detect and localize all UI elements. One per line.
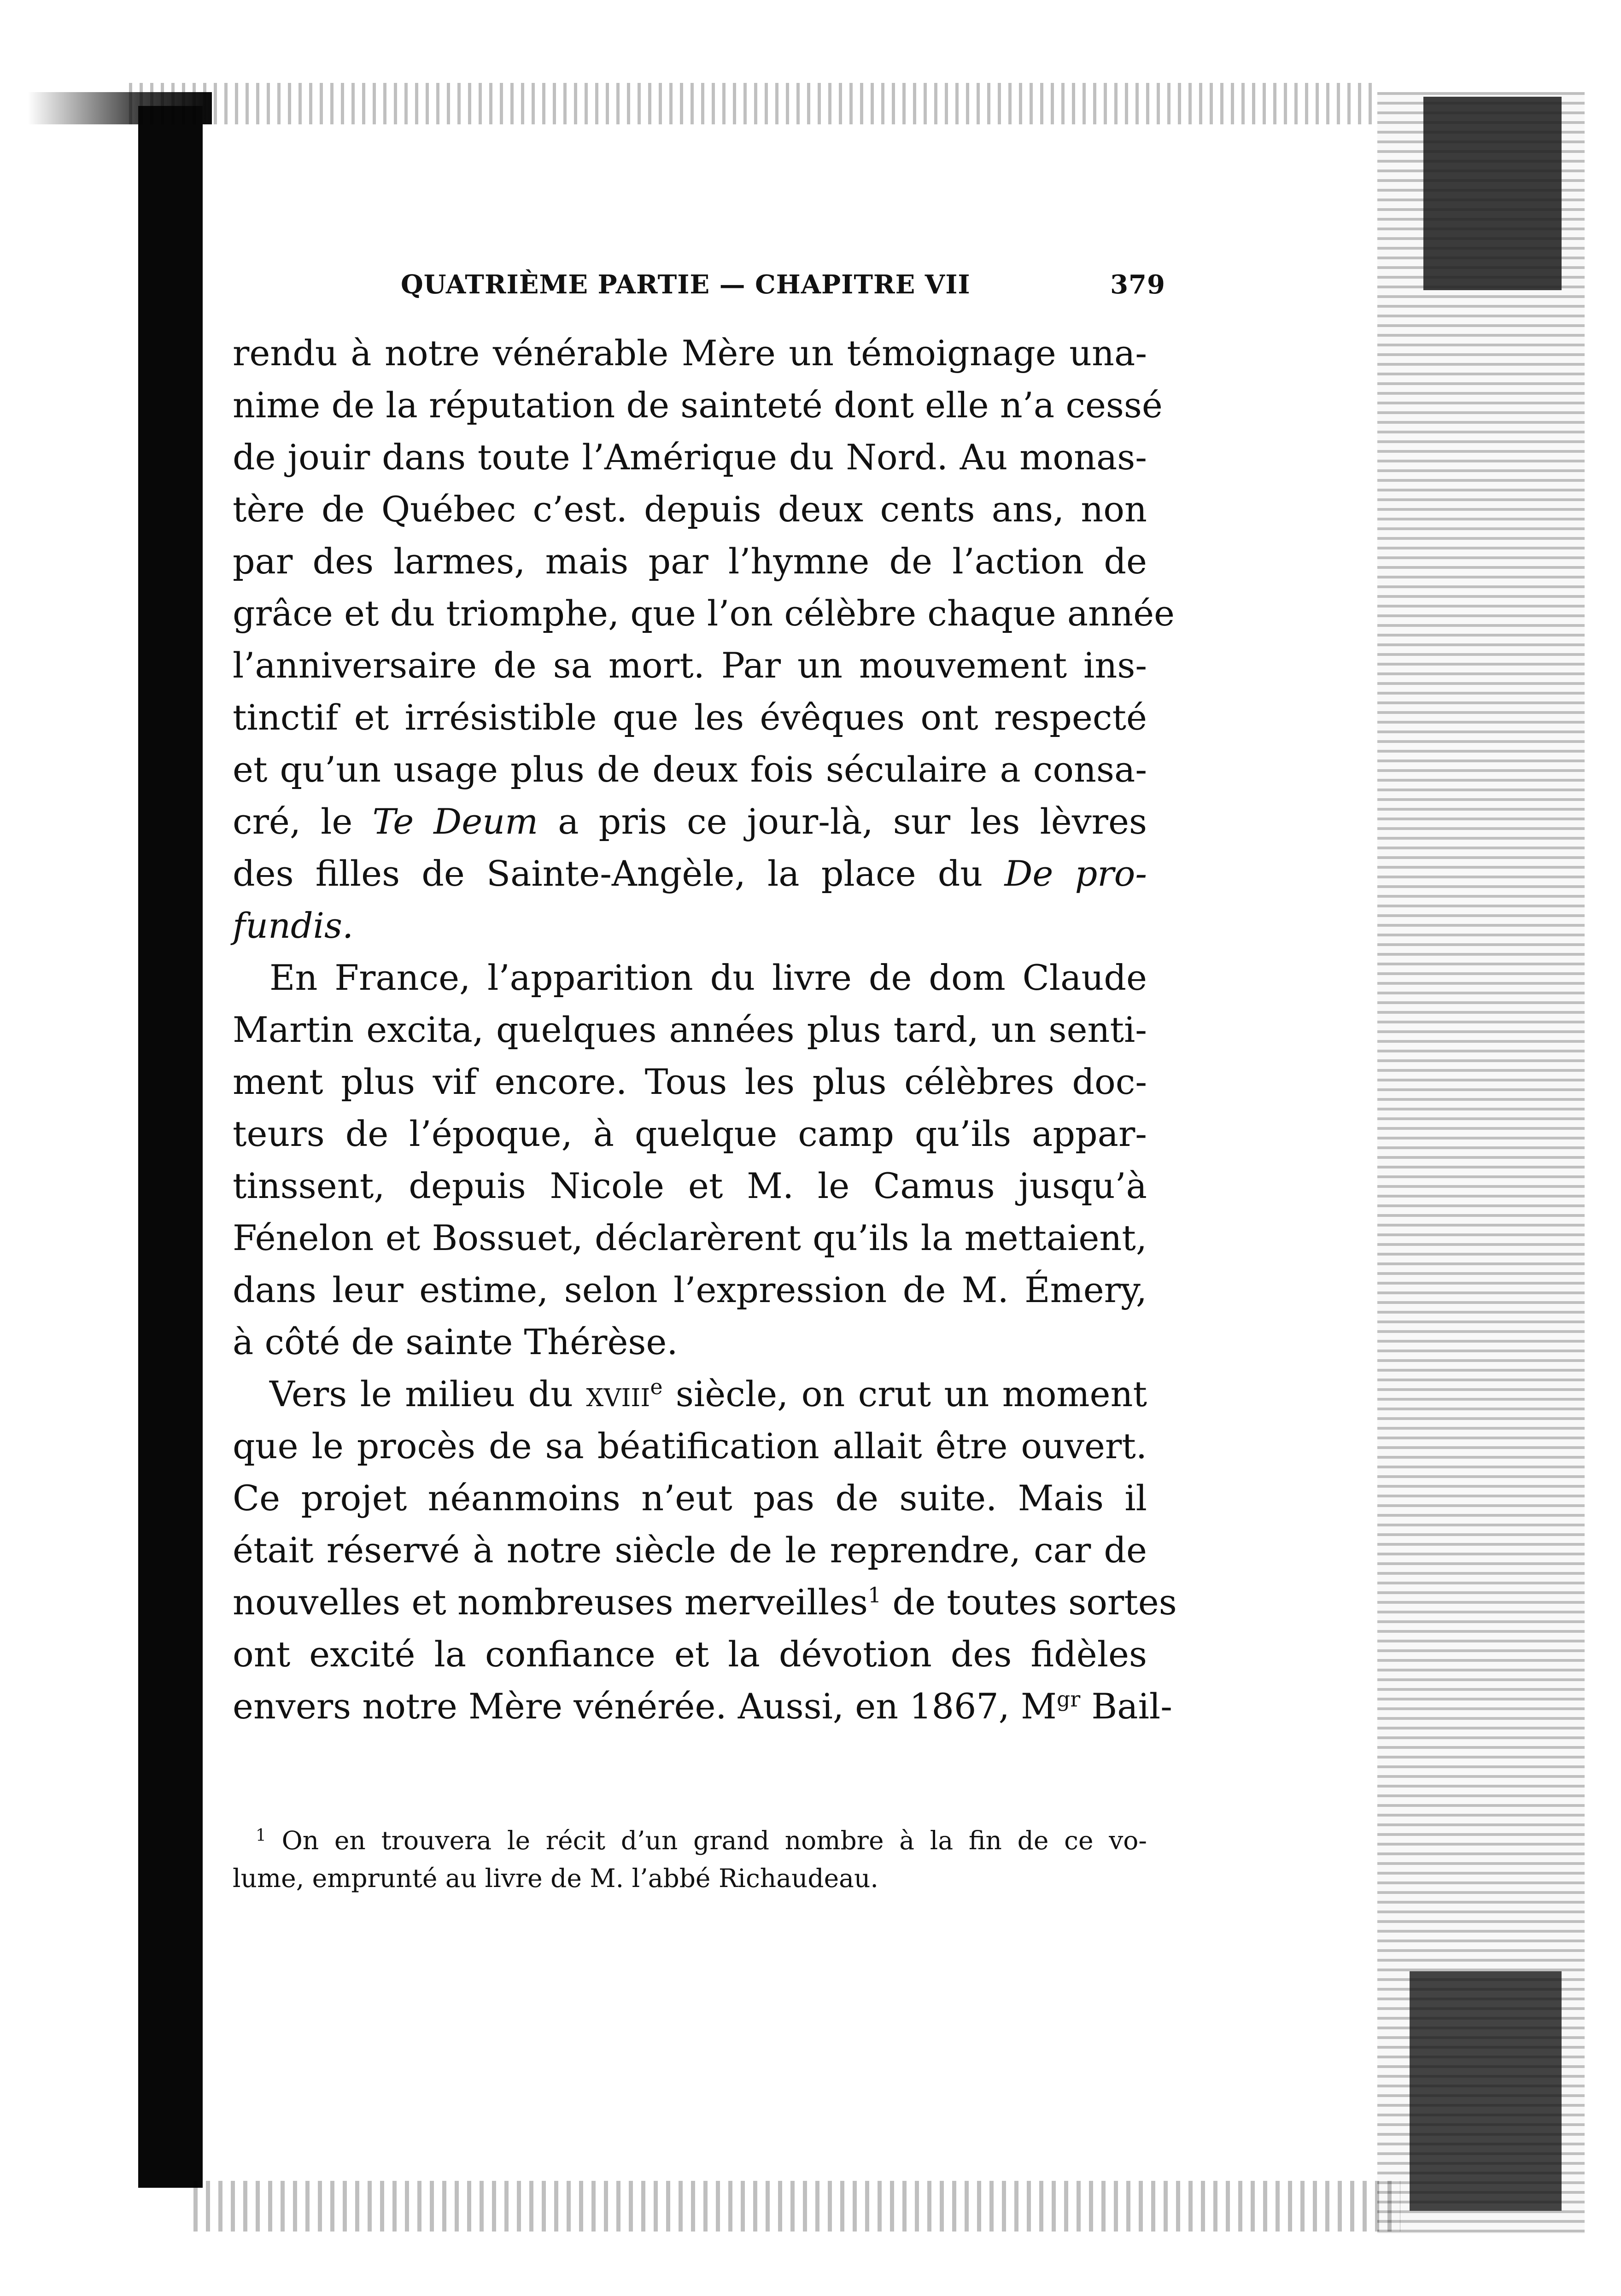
- text-line: teurs de l’époque, à quelque camp qu’ils appar-: [233, 1113, 1147, 1154]
- superscript-gr: gr: [1056, 1687, 1081, 1712]
- scan-dark-block-bottom-right: [1410, 1971, 1562, 2211]
- text-run: Bail-: [1080, 1686, 1172, 1727]
- italic-title-de-profundis: De pro-: [1004, 853, 1147, 894]
- scan-dark-block-top-right: [1423, 97, 1562, 290]
- text-line: tère de Québec c’est. depuis deux cents ans, non: [233, 489, 1147, 530]
- text-line: [233, 1576, 1177, 1628]
- text-line: Fénelon et Bossuet, déclarèrent qu’ils la mettaient,: [233, 1217, 1147, 1258]
- text-line: que le procès de sa béatification allait être ouvert.: [233, 1426, 1147, 1466]
- text-run: cré, le: [233, 801, 373, 842]
- footnote: [233, 1822, 1147, 1897]
- footnote-line: lume, emprunté au livre de M. l’abbé Richaudeau.: [233, 1864, 878, 1893]
- running-title: QUATRIÈME PARTIE — CHAPITRE VII: [401, 269, 971, 300]
- text-line: Martin excita, quelques années plus tard, un senti-: [233, 1009, 1147, 1050]
- text-line: [233, 900, 1147, 952]
- footnote-reference: 1: [867, 1583, 882, 1607]
- text-run: On en trouvera le récit d’un grand nombre à la fin de ce vo-: [266, 1826, 1147, 1855]
- footnote-line: [233, 1822, 1147, 1859]
- scan-noise-right-edge: [1377, 92, 1585, 2234]
- text-line: [233, 1368, 1147, 1420]
- text-line: et qu’un usage plus de deux fois séculaire a consa-: [233, 749, 1147, 790]
- paragraph-2: [233, 952, 1147, 1368]
- paragraph-1: [233, 327, 1175, 952]
- text-line: En France, l’apparition du livre de dom Claude: [269, 957, 1147, 998]
- text-line: était réservé à notre siècle de le reprendre, car de: [233, 1530, 1147, 1571]
- text-line: ment plus vif encore. Tous les plus célèbres doc-: [233, 1061, 1147, 1102]
- italic-title-de-profundis-end: fundis.: [233, 905, 354, 946]
- century-numeral: xviii: [586, 1373, 650, 1414]
- text-line: dans leur estime, selon l’expression de M. Émery,: [233, 1269, 1147, 1310]
- text-line: rendu à notre vénérable Mère un témoignage una-: [233, 333, 1147, 374]
- scan-noise-top: [129, 83, 1373, 124]
- text-run: envers notre Mère vénérée. Aussi, en 1867, M: [233, 1686, 1057, 1727]
- text-run: de toutes sortes: [881, 1582, 1177, 1623]
- text-run: siècle, on crut un moment: [662, 1373, 1147, 1414]
- text-line: de jouir dans toute l’Amérique du Nord. Au monas-: [233, 437, 1147, 478]
- text-line: nime de la réputation de sainteté dont elle n’a cessé: [233, 385, 1163, 426]
- italic-title-te-deum: Te Deum: [372, 801, 538, 842]
- text-run: a pris ce jour-là, sur les lèvres: [538, 801, 1147, 842]
- superscript-e: e: [650, 1374, 663, 1399]
- text-line: à côté de sainte Thérèse.: [233, 1321, 678, 1362]
- text-run: des filles de Sainte-Angèle, la place du: [233, 853, 1005, 894]
- page-number: 379: [1110, 269, 1165, 300]
- book-spine-shadow: [138, 106, 203, 2188]
- paragraph-3: [233, 1368, 1177, 1732]
- text-run: nouvelles et nombreuses merveilles: [233, 1582, 868, 1623]
- text-line: ont excité la confiance et la dévotion des fidèles: [233, 1634, 1147, 1675]
- body-text: [233, 327, 1177, 1732]
- text-line: tinctif et irrésistible que les évêques ont respecté: [233, 697, 1147, 738]
- scan-noise-bottom: [193, 2181, 1400, 2232]
- page-header: [401, 269, 1165, 311]
- text-line: l’anniversaire de sa mort. Par un mouvement ins-: [233, 645, 1147, 686]
- text-line: Ce projet néanmoins n’eut pas de suite. Mais il: [233, 1478, 1147, 1519]
- text-line: [233, 847, 1147, 900]
- footnote-marker: 1: [256, 1826, 266, 1845]
- text-line: grâce et du triomphe, que l’on célèbre chaque année: [233, 593, 1175, 634]
- text-line: [233, 1680, 1172, 1732]
- text-run: Vers le milieu du: [269, 1373, 586, 1414]
- text-line: par des larmes, mais par l’hymne de l’action de: [233, 541, 1147, 582]
- text-line: [233, 795, 1147, 847]
- text-line: tinssent, depuis Nicole et M. le Camus jusqu’à: [233, 1165, 1147, 1206]
